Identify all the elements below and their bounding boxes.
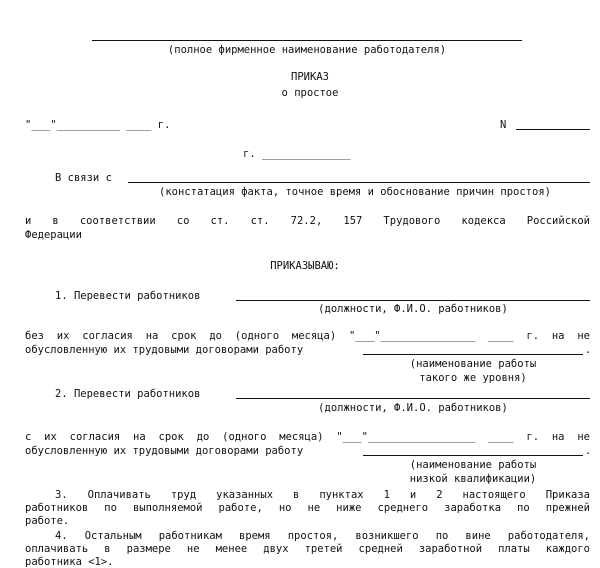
item2-line1: с их согласия на срок до (одного месяца) "___"_________________ ____ г. на не [25,431,590,443]
item2-caption: (должности, Ф.И.О. работников) [318,402,508,414]
basis-line-2: Федерации [25,229,82,241]
basis-line-1: и в соответствии со ст. ст. 72.2, 157 Трудового кодекса Российской [25,215,590,227]
number-line [516,129,590,130]
employer-name-line [92,40,522,41]
item4-line3: работника <1>. [25,556,114,568]
in-connection-label: В связи с [55,172,112,184]
item3-line3: работе. [25,515,70,527]
item1-period: . [585,344,592,356]
item1-lead: 1. Перевести работников [55,290,201,302]
document-subtitle: о простое [281,87,339,99]
item1-caption2-a: (наименование работы [409,358,537,370]
item3-line1: 3. Оплачивать труд указанных в пунктах 1 и 2 настоящего Приказа [55,489,590,501]
item2-employees-line [236,398,590,399]
item1-caption: (должности, Ф.И.О. работников) [318,303,508,315]
order-word: ПРИКАЗЫВАЮ: [270,260,340,272]
fact-caption: (констатация факта, точное время и обоснование причин простоя) [159,186,551,198]
item2-caption2-a: (наименование работы [409,459,537,471]
number-label: N [500,119,507,131]
item2-period: . [585,445,592,457]
document-title: ПРИКАЗ [291,71,329,83]
item3-line2: работников по выполняемой работе, но не ниже среднего заработка по прежней [25,502,590,514]
item2-caption2-b: низкой квалификации) [409,473,537,485]
item2-work-line [363,455,583,456]
item1-line1: без их согласия на срок до (одного месяца) "___"_______________ ____ г. на не [25,330,590,342]
item1-employees-line [236,300,590,301]
item4-line1: 4. Остальным работникам время простоя, возникшего по вине работодателя, [55,530,590,542]
item1-caption2-b: такого же уровня) [419,372,527,384]
date-line: "___"__________ ____ г. [25,119,171,131]
item4-line2: оплачивать в размере не менее двух третей средней заработной платы каждого [25,543,590,555]
item2-lead: 2. Перевести работников [55,388,201,400]
city-line: г. ______________ [243,148,351,160]
item1-line2: обусловленную их трудовыми договорами работу [25,344,304,356]
item2-line2: обусловленную их трудовыми договорами работу [25,445,304,457]
employer-caption: (полное фирменное наименование работодателя) [167,44,447,56]
fact-line [128,182,590,183]
item1-work-line [363,354,583,355]
